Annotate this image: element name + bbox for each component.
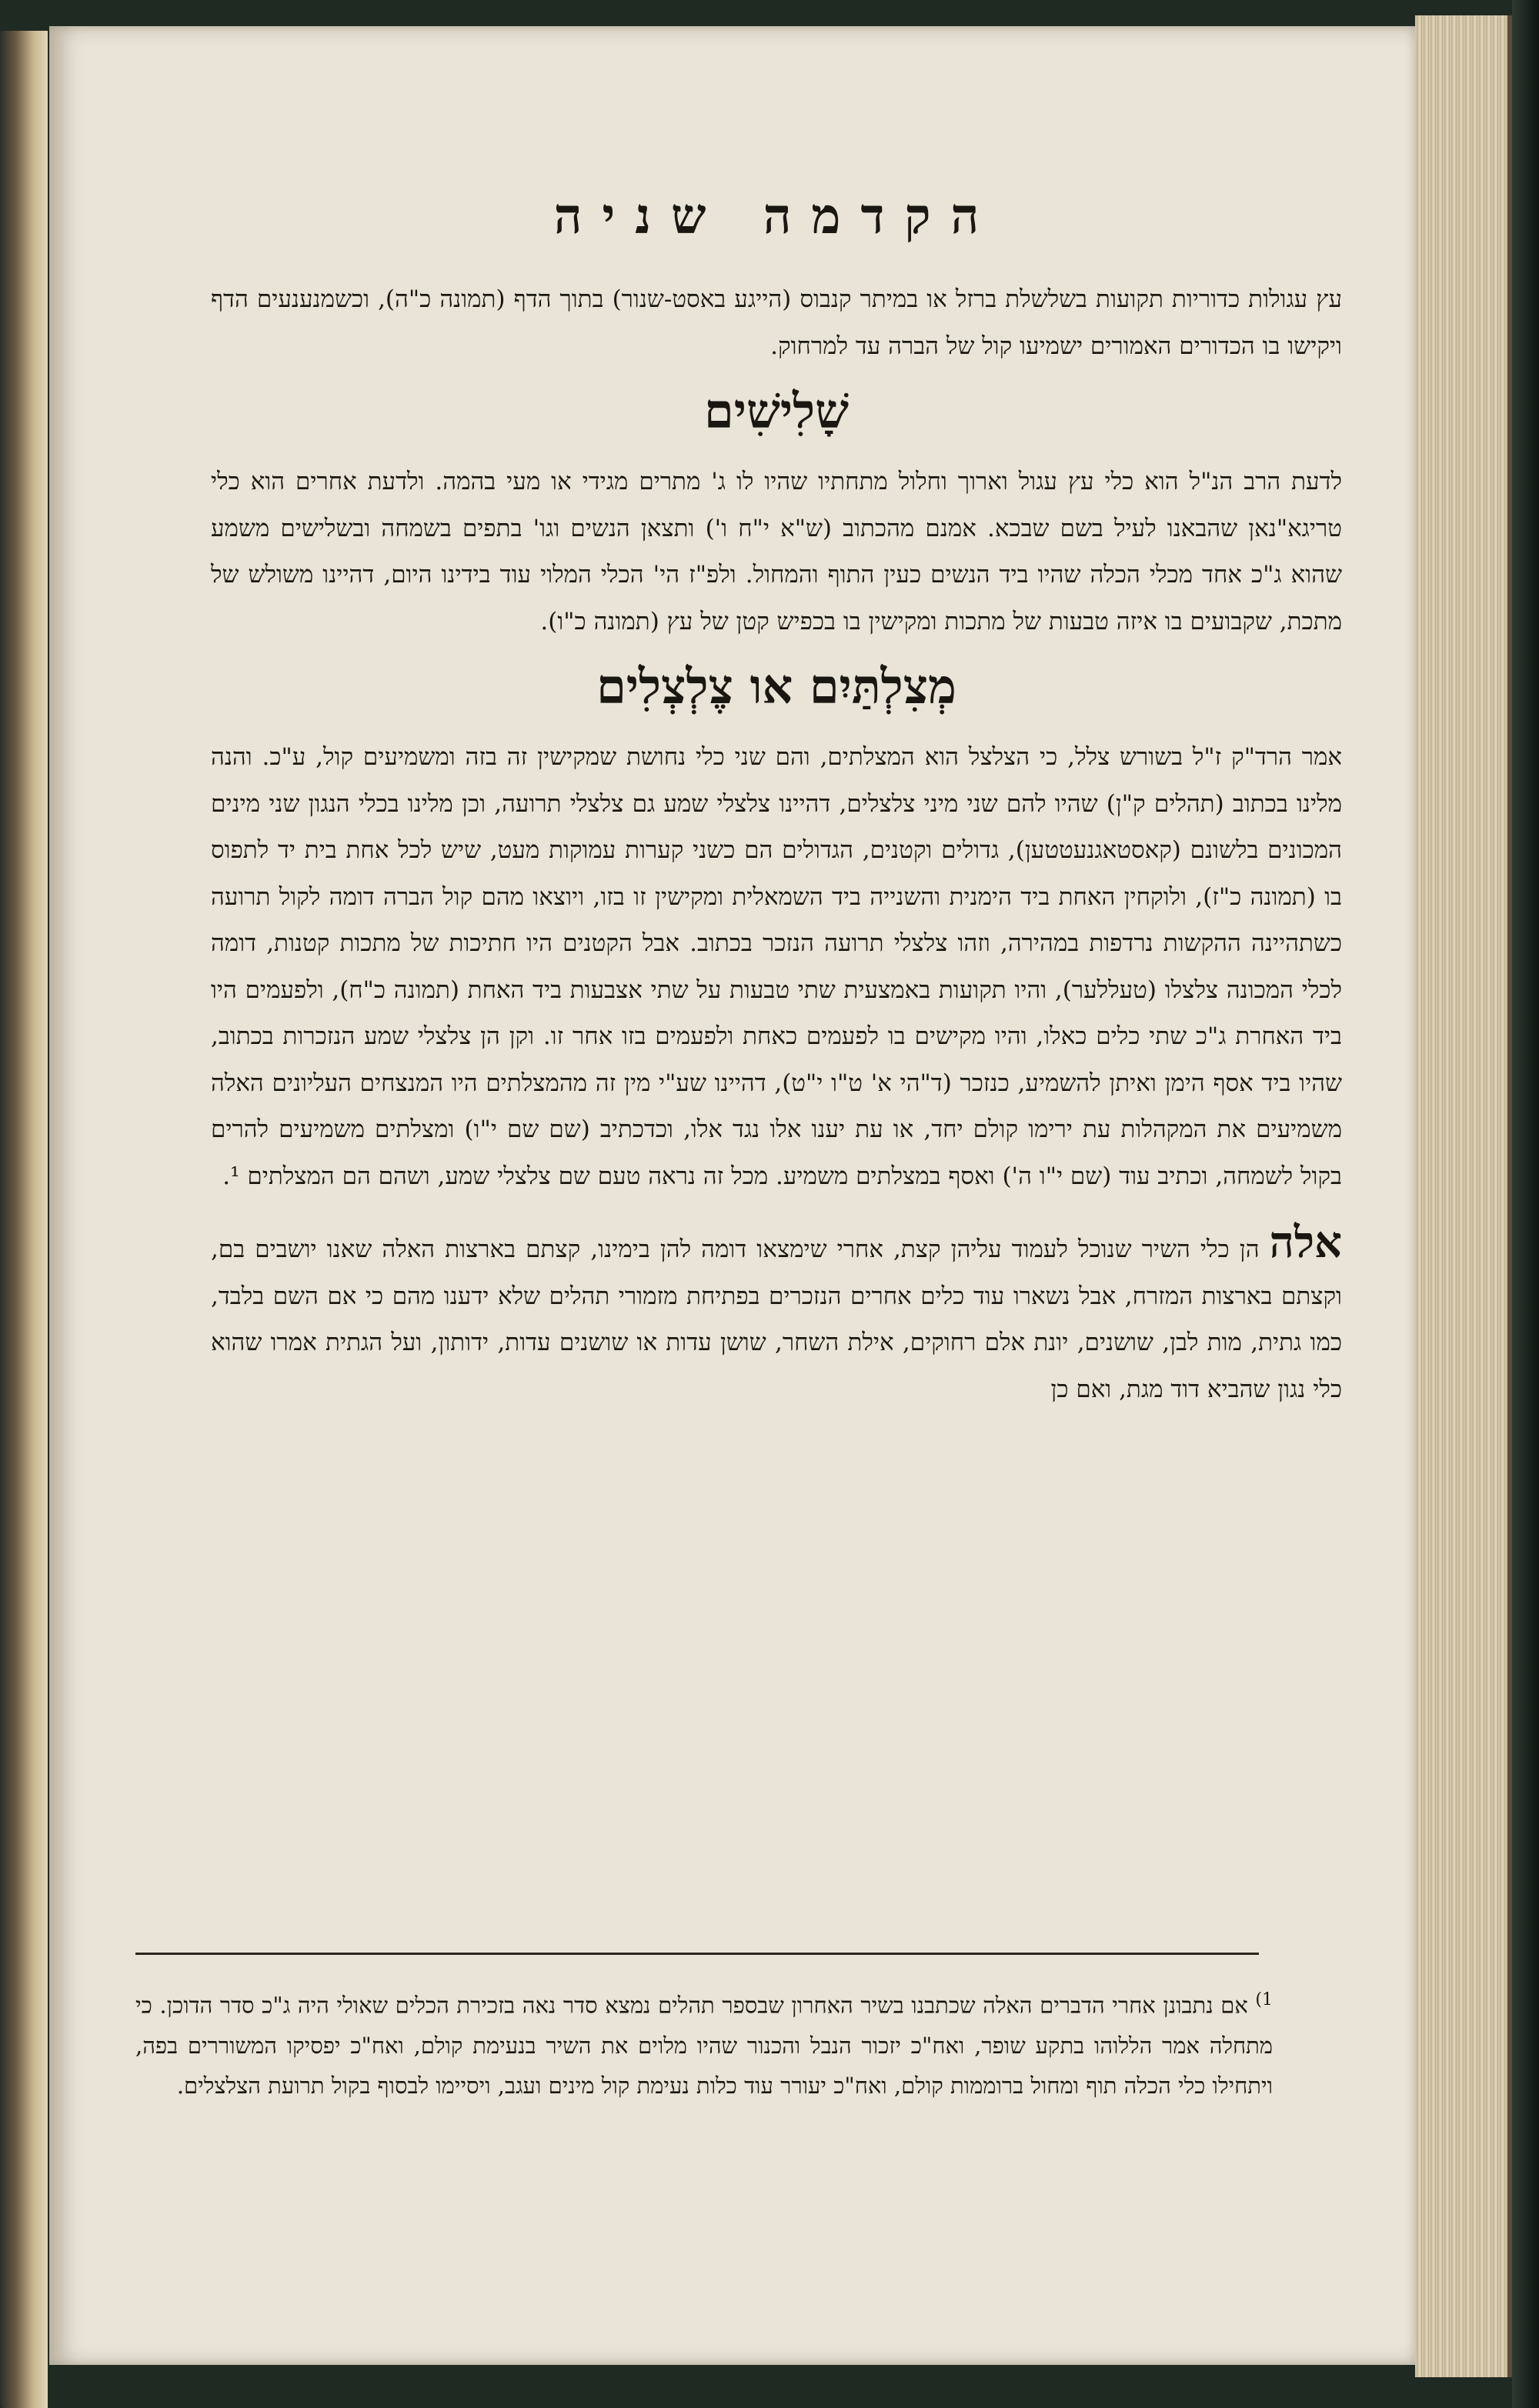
book-page [49, 26, 1415, 2365]
footnote-marker: 1) [1255, 1990, 1274, 2009]
section-heading-shalishim: שָׁלִישִׁים [704, 383, 849, 439]
footnote-text: אם נתבונן אחרי הדברים האלה שכתבנו בשיר האחרון שבספר תהלים נמצא סדר נאה בזכירת הכלים שאולי היה ג"כ סדר הדוכן. כי מתחלה אמר הללוהו בתקע שופר, ואח"כ יזכור הנבל והכנור שהיו מלוים את השיר בנעימת קולם, ואח"כ יפסיקו המשוררים בפה, ויתחילו כלי הכלה תוף ומחול ברוממות קולם, ואח"כ יעורר עוד כלות נעימת קול מינים ועגב, ויסיימו לבסוף בקול תרועת הצלצלים. [135, 1992, 1273, 2099]
book-cover-edge [1512, 0, 1539, 2408]
closing-dropcap-word: אלה [1269, 1217, 1342, 1268]
closing-text: הן כלי השיר שנוכל לעמוד עליהן קצת, אחרי שימצאו דומה להן בימינו, קצתם בארצות האלה שאנו יושבים בם, וקצתם בארצות המזרח, אבל נשארו עוד כלים אחרים הנזכרים בפתיחת מזמורי תהלים שלא ידענו מהם כי אם השם בלבד, כמו גתית, מות לבן, שושנים, יונת אלם רחוקים, אילת השחר, שושן עדות או שושנים עדות, ידותון, ועל הגתית אמרו שהוא כלי נגון שהביא דוד מגת, ואם כן [211, 1236, 1342, 1403]
closing-paragraph [211, 1219, 1342, 1412]
previous-page-edge [0, 31, 48, 2408]
shalishim-paragraph: לדעת הרב הנ"ל הוא כלי עץ עגול וארוך וחלול מתחתיו שהיו לו ג' מתרים מגידי או מעי בהמה. ולדעת אחרים הוא כלי טריגא"נאן שהבאנו לעיל בשם שבכא. אמנם מהכתוב (ש"א י"ח ו') ותצאן הנשים וגו' בתפים בשמחה ובשלישים משמע שהוא ג"כ אחד מכלי הכלה שהיו ביד הנשים כעין התוף והמחול. ולפ"ז הי' הכלי המלוי עוד בידינו היום, דהיינו משולש של מתכת, שקבועים בו איזה טבעות של מתכות ומקישין בו בכפיש קטן של עץ (תמונה כ"ו). [211, 468, 1342, 635]
page-stack-edge [1415, 15, 1512, 2377]
footnote [135, 1980, 1273, 2106]
intro-paragraph: עץ עגולות כדוריות תקועות בשלשלת ברזל או במיתר קנבוס (הייגע באסט-שנור) בתוך הדף (תמונה כ"ה), וכשמנענעים הדף ויקישו בו הכדורים האמורים ישמיעו קול של הברה עד למרחוק. [211, 285, 1342, 360]
page-title: הקדמה שניה [553, 188, 1000, 245]
section-heading-metziltayim: מְצִלְתַּיִם או צֶלְצְלִים [596, 659, 956, 715]
page-content [211, 188, 1342, 1412]
footnote-divider [135, 1953, 1259, 1955]
metziltayim-paragraph: אמר הרד"ק ז"ל בשורש צלל, כי הצלצל הוא המצלתים, והם שני כלי נחושת שמקישין זה בזה ומשמיעים קול, ע"כ. והנה מלינו בכתוב (תהלים ק"ן) שהיו להם שני מיני צלצלים, דהיינו צלצלי שמע גם צלצלי תרועה, וכן מלינו בכלי הנגון שני מינים המכונים בלשונם (קאסטאגנעטטען), גדולים וקטנים, הגדולים הם כשני קערות עמוקות מעט, שיש לכל אחת בית יד לתפוס בו (תמונה כ"ז), ולוקחין האחת ביד הימנית והשנייה ביד השמאלית ומקישין זו בזו, ויוצאו מהם קול הברה דומה לקול תרועה כשתהיינה ההקשות נרדפות במהירה, וזהו צלצלי תרועה הנזכר בכתוב. אבל הקטנים היו חתיכות של מתכות קטנות, דומה לכלי המכונה צלצלו (טעללער), והיו תקועות באמצעית שתי טבעות על שתי אצבעות ביד האחת (תמונה כ"ח), ולפעמים היו ביד האחרת ג"כ שתי כלים כאלו, והיו מקישים בו לפעמים כאחת ולפעמים בזו אחר זו. וקן הן צלצלי שמע הנזכרות בכתוב, שהיו ביד אסף הימן ואיתן להשמיע, כנזכר (ד"הי א' ט"ו י"ט), דהיינו שע"י מין זה מהמצלתים היו המנצחים העליונים האלה משמיעים את המקהלות עת ירימו קולם יחד, או עת יענו אלו נגד אלו, וכדכתיב (שם שם י"ו) ומצלתים משמיעים להרים בקול לשמחה, וכתיב עוד (שם י"ו ה') ואסף במצלתים משמיע. מכל זה נראה טעם שם צלצלי שמע, ושהם הם המצלתים ¹. [211, 743, 1342, 1190]
